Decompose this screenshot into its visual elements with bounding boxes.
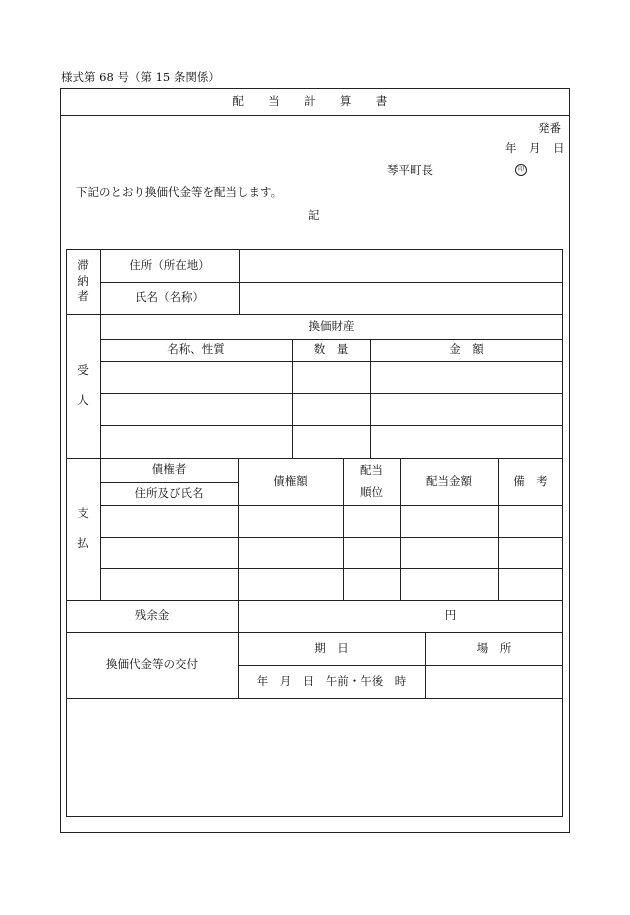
receipt-name-cell[interactable] bbox=[100, 361, 292, 393]
form-number: 様式第 68 号（第 15 条関係） bbox=[61, 70, 220, 84]
creditor-sub-header: 住所及び氏名 bbox=[134, 485, 204, 500]
payment-claim-cell[interactable] bbox=[238, 568, 343, 600]
document-title bbox=[60, 88, 570, 115]
blank-notes-area[interactable] bbox=[66, 698, 563, 817]
address-field[interactable] bbox=[239, 249, 563, 282]
remarks-header: 備 考 bbox=[513, 473, 548, 488]
claim-amount-header: 債権額 bbox=[273, 473, 308, 488]
date-year: 年 bbox=[505, 141, 517, 155]
rank-header bbox=[343, 458, 400, 505]
delinquent-label-char: 者 bbox=[77, 289, 89, 304]
receipt-amount-cell[interactable] bbox=[370, 425, 563, 458]
payment-creditor-cell[interactable] bbox=[100, 568, 238, 600]
receipt-label-char: 受 bbox=[77, 363, 89, 378]
address-label: 住所（所在地） bbox=[129, 257, 210, 272]
payment-creditor-cell[interactable] bbox=[100, 505, 238, 537]
notice-text: 下記のとおり換価代金等を配当します。 bbox=[76, 185, 283, 199]
col-name-header: 名称、性質 bbox=[167, 342, 225, 357]
payment-remarks-cell[interactable] bbox=[498, 505, 563, 537]
delivery-label: 換価代金等の交付 bbox=[106, 657, 198, 672]
payment-label-char: 支 bbox=[77, 506, 89, 521]
delivery-date-header: 期 日 bbox=[314, 640, 349, 655]
receipt-label-char: 人 bbox=[77, 393, 89, 407]
issue-number: 発番 bbox=[538, 121, 561, 135]
title-divider bbox=[60, 115, 570, 116]
receipt-amount-cell[interactable] bbox=[370, 393, 563, 425]
receipt-qty-cell[interactable] bbox=[292, 393, 370, 425]
dividend-header: 配当金額 bbox=[426, 473, 472, 488]
seal-mark-icon: 印 bbox=[515, 164, 527, 176]
payment-dividend-cell[interactable] bbox=[400, 537, 498, 568]
col-amount-header: 金 額 bbox=[449, 342, 484, 357]
mayor-title: 琴平町長 bbox=[387, 163, 433, 177]
payment-claim-cell[interactable] bbox=[238, 505, 343, 537]
col-qty-header: 数 量 bbox=[313, 342, 349, 357]
ki-text: 記 bbox=[308, 208, 320, 222]
delivery-place-header: 場 所 bbox=[476, 640, 512, 655]
date-month: 月 bbox=[529, 141, 541, 155]
balance-unit: 円 bbox=[444, 608, 457, 623]
payment-claim-cell[interactable] bbox=[238, 537, 343, 568]
delinquent-label bbox=[66, 249, 100, 314]
payment-creditor-cell[interactable] bbox=[100, 537, 238, 568]
payment-label bbox=[66, 458, 100, 600]
rank-header-line: 順位 bbox=[360, 484, 383, 499]
payment-rank-cell[interactable] bbox=[343, 568, 400, 600]
document-title-text: 配 当 計 算 書 bbox=[232, 93, 398, 108]
receipt-amount-cell[interactable] bbox=[370, 361, 563, 393]
name-label: 氏名（名称） bbox=[135, 290, 204, 305]
payment-remarks-cell[interactable] bbox=[498, 537, 563, 568]
receipt-name-cell[interactable] bbox=[100, 393, 292, 425]
payment-dividend-cell[interactable] bbox=[400, 568, 498, 600]
delinquent-label-char: 納 bbox=[77, 273, 89, 288]
payment-rank-cell[interactable] bbox=[343, 505, 400, 537]
balance-label: 残余金 bbox=[134, 608, 170, 623]
balance-amount-field[interactable] bbox=[238, 600, 563, 632]
name-field[interactable] bbox=[239, 282, 563, 314]
delivery-place-field[interactable] bbox=[425, 665, 563, 698]
receipt-qty-cell[interactable] bbox=[292, 425, 370, 458]
payment-dividend-cell[interactable] bbox=[400, 505, 498, 537]
payment-label-char: 払 bbox=[77, 536, 89, 550]
rank-header-line: 配当 bbox=[360, 462, 383, 477]
receipt-name-cell[interactable] bbox=[100, 425, 292, 458]
receipt-section-title: 換価財産 bbox=[308, 318, 355, 333]
receipt-label bbox=[66, 314, 100, 458]
payment-remarks-cell[interactable] bbox=[498, 568, 563, 600]
receipt-qty-cell[interactable] bbox=[292, 361, 370, 393]
creditor-header: 債権者 bbox=[151, 462, 187, 477]
delivery-date-field[interactable]: 年 月 日 午前・午後 時 bbox=[256, 673, 407, 688]
date-day: 日 bbox=[553, 141, 565, 155]
delinquent-label-char: 滞 bbox=[77, 257, 89, 272]
payment-rank-cell[interactable] bbox=[343, 537, 400, 568]
